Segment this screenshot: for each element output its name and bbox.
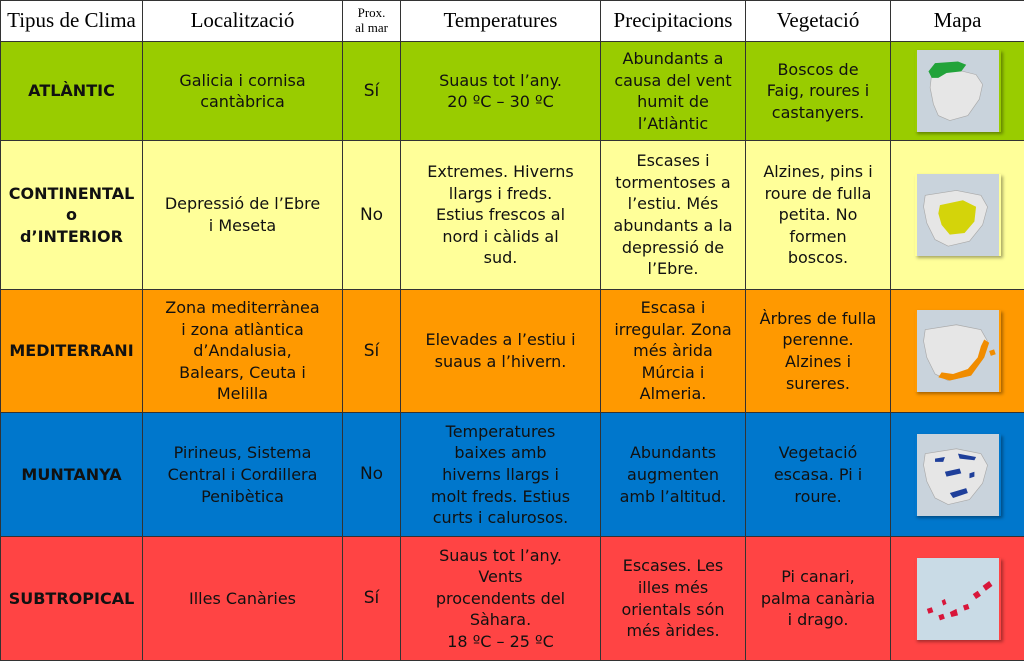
map-cell <box>891 141 1024 289</box>
location-cell: Zona mediterrànea i zona atlàntica d’Andalusia, Balears, Ceuta i Melilla <box>143 289 343 413</box>
precipitation-cell: Abundants a causa del vent humit de l’Atlàntic <box>601 42 746 141</box>
header-map: Mapa <box>891 1 1024 42</box>
header-sea-proximity: Prox. al mar <box>343 1 401 42</box>
sea-proximity-cell: Sí <box>343 537 401 661</box>
sea-proximity-cell: Sí <box>343 42 401 141</box>
header-climate-type: Tipus de Clima <box>1 1 143 42</box>
header-location: Localització <box>143 1 343 42</box>
canary-islands-map-icon <box>915 558 1001 640</box>
climate-name: ATLÀNTIC <box>1 42 143 141</box>
vegetation-cell: Alzines, pins i roure de fulla petita. No formen boscos. <box>746 141 891 289</box>
spain-map-mountain-icon <box>915 434 1001 516</box>
temperatures-cell: Suaus tot l’any. 20 ºC – 30 ºC <box>401 42 601 141</box>
location-cell: Depressió de l’Ebre i Meseta <box>143 141 343 289</box>
table-row <box>1 537 1024 661</box>
vegetation-cell: Boscos de Faig, roures i castanyers. <box>746 42 891 141</box>
location-cell: Galicia i cornisa cantàbrica <box>143 42 343 141</box>
spain-map-atlantic-icon <box>915 50 1001 132</box>
temperatures-cell: Elevades a l’estiu i suaus a l’hivern. <box>401 289 601 413</box>
header-precipitation: Precipitacions <box>601 1 746 42</box>
table-row <box>1 413 1024 537</box>
sea-proximity-cell: No <box>343 413 401 537</box>
vegetation-cell: Àrbres de fulla perenne. Alzines i sureres. <box>746 289 891 413</box>
temperatures-cell: Suaus tot l’any. Vents procendents del Sàhara. 18 ºC – 25 ºC <box>401 537 601 661</box>
location-cell: Illes Canàries <box>143 537 343 661</box>
temperatures-cell: Extremes. Hiverns llargs i freds. Estius frescos al nord i càlids al sud. <box>401 141 601 289</box>
temperatures-cell: Temperatures baixes amb hiverns llargs i molt freds. Estius curts i calurosos. <box>401 413 601 537</box>
table-row <box>1 289 1024 413</box>
table-row <box>1 42 1024 141</box>
map-cell <box>891 413 1024 537</box>
climate-name: CONTINENTAL o d’INTERIOR <box>1 141 143 289</box>
precipitation-cell: Escases. Les illes més orientals són més àrides. <box>601 537 746 661</box>
header-vegetation: Vegetació <box>746 1 891 42</box>
header-row <box>1 1 1024 42</box>
climate-name: SUBTROPICAL <box>1 537 143 661</box>
map-cell <box>891 289 1024 413</box>
header-temperatures: Temperatures <box>401 1 601 42</box>
vegetation-cell: Pi canari, palma canària i drago. <box>746 537 891 661</box>
location-cell: Pirineus, Sistema Central i Cordillera Penibètica <box>143 413 343 537</box>
precipitation-cell: Escases i tormentoses a l’estiu. Més abundants a la depressió de l’Ebre. <box>601 141 746 289</box>
map-cell <box>891 537 1024 661</box>
table-row <box>1 141 1024 289</box>
precipitation-cell: Escasa i irregular. Zona més àrida Múrcia i Almeria. <box>601 289 746 413</box>
climate-name: MEDITERRANI <box>1 289 143 413</box>
spain-map-mediterranean-icon <box>915 310 1001 392</box>
spain-map-continental-icon <box>915 174 1001 256</box>
vegetation-cell: Vegetació escasa. Pi i roure. <box>746 413 891 537</box>
map-cell <box>891 42 1024 141</box>
sea-proximity-cell: No <box>343 141 401 289</box>
climate-name: MUNTANYA <box>1 413 143 537</box>
sea-proximity-cell: Sí <box>343 289 401 413</box>
precipitation-cell: Abundants augmenten amb l’altitud. <box>601 413 746 537</box>
